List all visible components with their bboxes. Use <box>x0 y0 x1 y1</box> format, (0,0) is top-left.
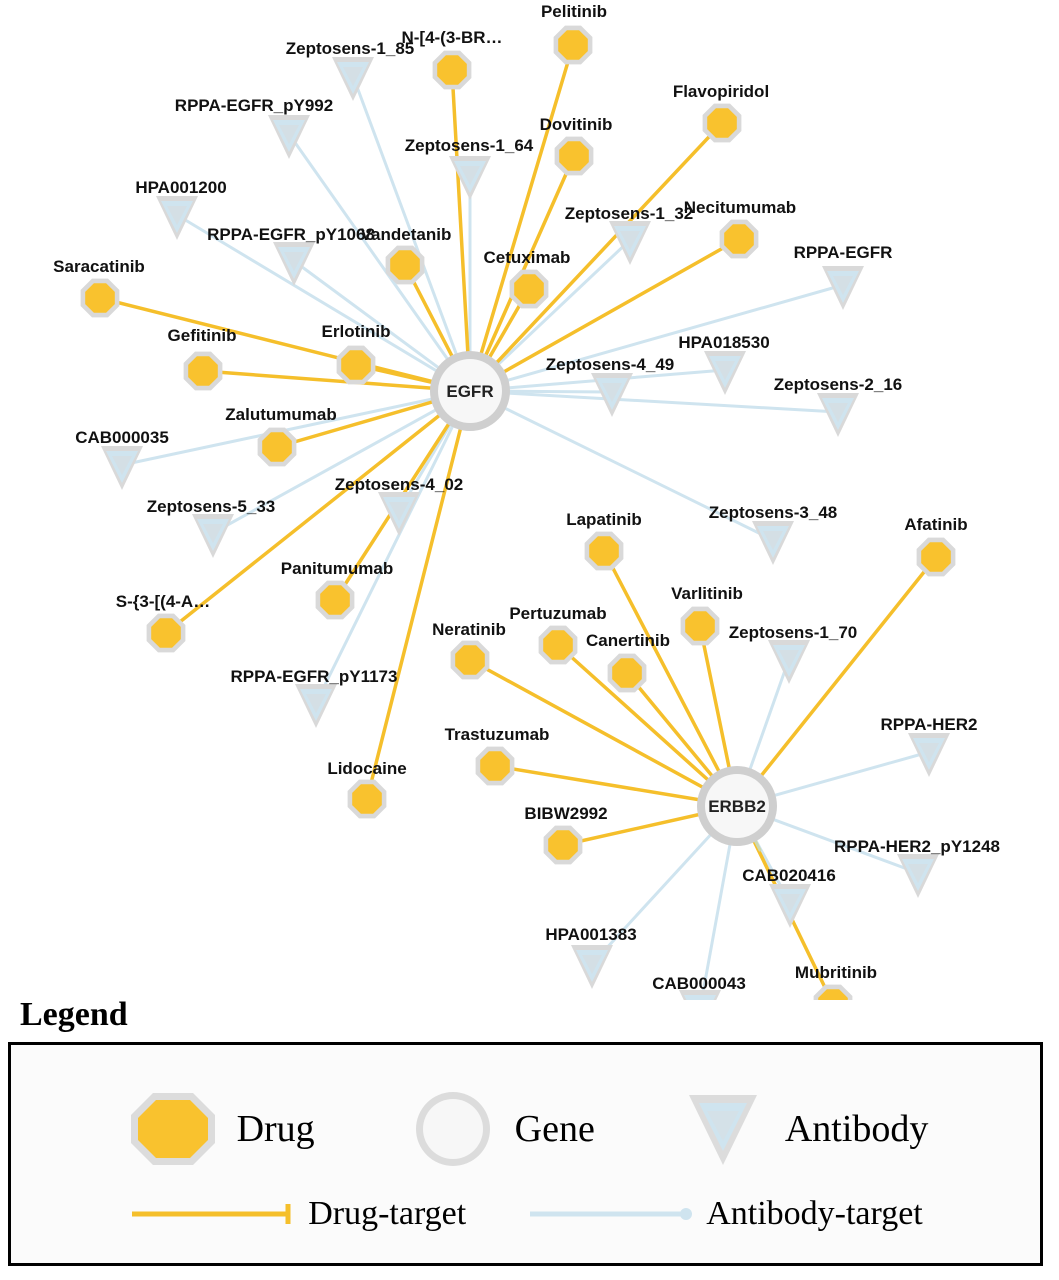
antibody-node-10[interactable] <box>101 446 143 490</box>
gene-label-egfr: EGFR <box>446 382 494 401</box>
drug-label-13: Panitumumab <box>280 559 394 578</box>
legend-title: Legend <box>20 996 128 1033</box>
drug-label-5: Vandetanib <box>360 225 452 244</box>
legend-label-gene: Gene <box>514 1108 595 1150</box>
legend-label-antibody: Antibody <box>784 1108 929 1150</box>
label-layer <box>53 2 1000 993</box>
antibody-node-14[interactable] <box>768 640 810 684</box>
legend-item-drug <box>123 1085 315 1173</box>
drug-label-20: Lidocaine <box>327 759 407 778</box>
antibody-label-2: Zeptosens-1_64 <box>404 136 534 155</box>
drug-node-20[interactable] <box>348 780 387 819</box>
antibody-label-6: RPPA-EGFR <box>793 243 893 262</box>
antibody-label-17: RPPA-HER2_pY1248 <box>834 837 1000 856</box>
antibody-label-16: RPPA-HER2 <box>880 715 978 734</box>
antibody-edge-15 <box>316 391 470 703</box>
antibody-node-0[interactable] <box>332 57 374 101</box>
antibody-node-8[interactable] <box>591 373 633 417</box>
drug-label-10: Zalutumumab <box>225 405 337 424</box>
legend-edge-types-row <box>11 1195 1040 1233</box>
antibody-label-10: CAB000035 <box>75 428 169 447</box>
antibody-node-11[interactable] <box>378 492 420 536</box>
drug-label-2: Flavopiridol <box>672 82 770 101</box>
legend-label-drug-target: Drug-target <box>308 1195 467 1232</box>
drug-node-2[interactable] <box>703 104 742 143</box>
drug-node-21[interactable] <box>544 826 583 865</box>
drug-node-4[interactable] <box>720 220 759 259</box>
circle-gene-icon <box>405 1085 501 1173</box>
drug-node-22[interactable] <box>814 985 853 1000</box>
drug-node-8[interactable] <box>337 346 376 385</box>
drug-node-11[interactable] <box>585 532 624 571</box>
drug-label-7: Saracatinib <box>53 257 145 276</box>
legend-item-antibody-target <box>526 1195 923 1233</box>
antibody-node-13[interactable] <box>752 521 794 565</box>
antibody-node-4[interactable] <box>609 221 651 265</box>
antibody-node-9[interactable] <box>817 393 859 437</box>
drug-node-12[interactable] <box>917 538 956 577</box>
antibody-label-5: RPPA-EGFR_pY1068 <box>207 225 375 244</box>
drug-edge-0 <box>470 45 573 391</box>
octagon-drug-icon <box>123 1085 223 1173</box>
drug-label-19: Trastuzumab <box>444 725 550 744</box>
antibody-label-1: RPPA-EGFR_pY992 <box>174 96 334 115</box>
antibody-target-edge-icon <box>526 1201 696 1227</box>
antibody-label-7: HPA018530 <box>678 333 770 352</box>
drug-node-0[interactable] <box>554 26 593 65</box>
drug-label-0: Pelitinib <box>540 2 608 21</box>
antibody-label-13: Zeptosens-3_48 <box>708 503 838 522</box>
antibody-label-14: Zeptosens-1_70 <box>728 623 858 642</box>
legend-item-gene <box>405 1085 595 1173</box>
drug-node-19[interactable] <box>476 747 515 786</box>
drug-node-14[interactable] <box>147 614 186 653</box>
drug-node-3[interactable] <box>555 137 594 176</box>
drug-node-13[interactable] <box>316 581 355 620</box>
drug-node-10[interactable] <box>258 428 297 467</box>
drug-label-11: Lapatinib <box>566 510 642 529</box>
antibody-label-3: HPA001200 <box>135 178 227 197</box>
legend-panel <box>8 1042 1043 1266</box>
drug-node-18[interactable] <box>608 654 647 693</box>
antibody-node-12[interactable] <box>192 514 234 558</box>
drug-node-5[interactable] <box>386 246 425 285</box>
drug-node-6[interactable] <box>510 270 549 309</box>
drug-label-6: Cetuximab <box>483 248 571 267</box>
drug-label-15: Varlitinib <box>671 584 743 603</box>
antibody-node-15[interactable] <box>295 684 337 728</box>
drug-label-21: BIBW2992 <box>524 804 608 823</box>
antibody-node-7[interactable] <box>704 351 746 395</box>
antibody-node-2[interactable] <box>449 156 491 200</box>
drug-label-14: S-{3-[(4-A… <box>115 592 211 611</box>
drug-node-15[interactable] <box>681 607 720 646</box>
drug-label-16: Pertuzumab <box>509 604 607 623</box>
drug-label-1: N-[4-(3-BR… <box>401 28 503 47</box>
antibody-label-20: CAB000043 <box>652 974 746 993</box>
drug-node-1[interactable] <box>433 51 472 90</box>
antibody-label-12: Zeptosens-5_33 <box>146 497 276 516</box>
drug-label-22: Mubritinib <box>794 963 878 982</box>
drug-target-edge-icon <box>128 1201 298 1227</box>
drug-label-8: Erlotinib <box>321 322 391 341</box>
drug-label-12: Afatinib <box>904 515 968 534</box>
antibody-edge-9 <box>470 391 838 412</box>
antibody-label-9: Zeptosens-2_16 <box>773 375 903 394</box>
antibody-node-3[interactable] <box>156 196 198 240</box>
legend-label-antibody-target: Antibody-target <box>706 1195 923 1232</box>
drug-node-9[interactable] <box>184 352 223 391</box>
antibody-node-17[interactable] <box>897 854 939 898</box>
antibody-label-11: Zeptosens-4_02 <box>334 475 464 494</box>
drug-node-7[interactable] <box>81 279 120 318</box>
antibody-label-8: Zeptosens-4_49 <box>545 355 675 374</box>
drug-label-3: Dovitinib <box>539 115 613 134</box>
drug-edge-12 <box>737 557 936 806</box>
drug-label-18: Canertinib <box>585 631 671 650</box>
drug-label-4: Necitumumab <box>683 198 797 217</box>
drug-edge-1 <box>452 70 470 391</box>
legend-item-drug-target <box>128 1195 466 1233</box>
antibody-label-18: CAB020416 <box>742 866 836 885</box>
gene-label-erbb2: ERBB2 <box>708 797 766 816</box>
drug-label-17: Neratinib <box>432 620 506 639</box>
drug-node-17[interactable] <box>451 641 490 680</box>
antibody-label-15: RPPA-EGFR_pY1173 <box>230 667 398 686</box>
antibody-node-5[interactable] <box>273 242 315 286</box>
antibody-node-19[interactable] <box>571 945 613 989</box>
drug-node-16[interactable] <box>539 626 578 665</box>
antibody-label-19: HPA001383 <box>545 925 637 944</box>
legend-node-types-row <box>11 1085 1040 1173</box>
drug-label-9: Gefitinib <box>167 326 237 345</box>
antibody-label-0: Zeptosens-1_85 <box>285 39 415 58</box>
legend-label-drug: Drug <box>236 1108 315 1150</box>
antibody-node-18[interactable] <box>769 884 811 928</box>
chevron-antibody-icon <box>675 1085 771 1173</box>
legend-item-antibody <box>675 1085 929 1173</box>
antibody-label-4: Zeptosens-1_32 <box>564 204 694 223</box>
